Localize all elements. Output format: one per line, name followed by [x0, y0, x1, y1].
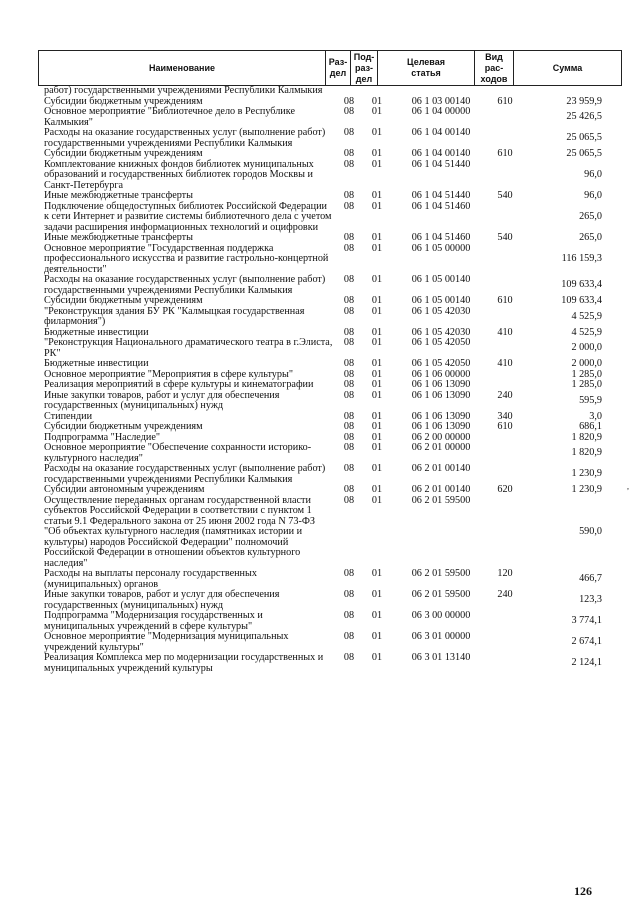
table-row: [0, 149, 640, 160]
row-sum: 4 525,9: [571, 310, 602, 322]
row-target: 06 1 04 51460: [411, 200, 471, 212]
row-podrazdel: 01: [371, 274, 383, 285]
row-razdel: 08: [343, 337, 355, 348]
row-name: Субсидии бюджетным учреждениям: [44, 95, 203, 107]
row-target: 06 1 06 13090: [411, 421, 471, 432]
row-razdel: 08: [343, 95, 355, 107]
row-name: Реализация мероприятий в сфере культуры и кинематографии: [44, 379, 314, 390]
row-podrazdel: 01: [371, 242, 383, 254]
row-sum: 25 065,5: [566, 148, 602, 159]
row-name: Иные закупки товаров, работ и услуг для обеспечения государственных (муниципальных) нужд: [44, 389, 280, 411]
row-podrazdel: 01: [371, 463, 383, 474]
row-target: 06 1 03 00140: [411, 95, 471, 107]
page-number: 126: [574, 884, 592, 898]
row-podrazdel: 01: [371, 95, 383, 107]
row-name: работ) государственными учреждениями Республики Калмыкия: [44, 85, 323, 96]
row-sum: 2 674,1: [571, 636, 602, 648]
row-razdel: 08: [343, 568, 355, 579]
row-target: 06 3 01 13140: [411, 652, 471, 663]
row-target: 06 1 04 51440: [411, 158, 471, 170]
row-razdel: 08: [343, 431, 355, 443]
row-target: 06 2 01 59500: [411, 494, 471, 506]
row-razdel: 08: [343, 389, 355, 401]
table-row: [0, 569, 640, 590]
table-row: [0, 380, 640, 391]
row-name: Подпрограмма "Наследие": [44, 431, 161, 443]
row-sum: 4 525,9: [571, 326, 602, 338]
row-name: Основное мероприятие "Модернизация муниципальных учреждений культуры": [44, 631, 289, 653]
row-razdel: 08: [343, 368, 355, 380]
table-row: [0, 128, 640, 149]
row-razdel: 08: [343, 610, 355, 621]
row-target: 06 1 04 51440: [411, 190, 471, 201]
row-name: Подключение общедоступных библиотек Российской Федерации к сети Интернет и развитие системы библиотечного дела с учетом задачи расширения информационных технологий и оцифровки: [44, 200, 332, 233]
table-row: [0, 86, 640, 97]
row-target: 06 1 04 51460: [411, 232, 471, 243]
table-row: [0, 391, 640, 412]
row-name: Субсидии автономным учреждениям: [44, 484, 205, 495]
row-podrazdel: 01: [371, 589, 383, 600]
row-name: Основное мероприятие "Мероприятия в сфере культуры": [44, 368, 293, 380]
row-target: 06 2 01 59500: [411, 589, 471, 600]
row-razdel: 08: [343, 274, 355, 285]
row-razdel: 08: [343, 652, 355, 663]
table-row: [0, 338, 640, 359]
row-name: Бюджетные инвестиции: [44, 326, 149, 338]
row-razdel: 08: [343, 158, 355, 170]
row-podrazdel: 01: [371, 326, 383, 338]
row-sum: 109 633,4: [561, 295, 602, 306]
row-name: Бюджетные инвестиции: [44, 358, 149, 369]
row-razdel: 08: [343, 242, 355, 254]
row-podrazdel: 01: [371, 389, 383, 401]
row-name: Осуществление переданных органам государственной власти субъектов Российской Федерации в соответствии с пунктом 1 статьи 9.1 Федерального закона от 25 июня 2002 года N 73-ФЗ "Об объектах культурного наследия (памятниках истории и культуры) народов Российской Федерации" полномочий Российской Федерации в отношении объектов культурного наследия": [44, 494, 315, 569]
table-row: [0, 202, 640, 234]
table-body: [0, 86, 640, 674]
row-vid: 540: [497, 232, 513, 243]
row-podrazdel: 01: [371, 190, 383, 201]
row-target: 06 3 00 00000: [411, 610, 471, 621]
row-razdel: 08: [343, 484, 355, 495]
row-sum: 2 000,0: [571, 358, 602, 369]
row-razdel: 08: [343, 410, 355, 422]
margin-mark: ,: [627, 482, 629, 491]
row-target: 06 1 05 00000: [411, 242, 471, 254]
table-row: [0, 244, 640, 276]
row-target: 06 1 04 00140: [411, 127, 471, 138]
row-target: 06 1 06 13090: [411, 379, 471, 390]
row-target: 06 1 05 42050: [411, 337, 471, 348]
row-target: 06 3 01 00000: [411, 631, 471, 642]
row-name: Субсидии бюджетным учреждениям: [44, 148, 203, 159]
row-sum: 2 124,1: [571, 657, 602, 669]
row-name: Подпрограмма "Модернизация государственных и муниципальных учреждений в сфере культуры": [44, 610, 263, 632]
row-target: 06 1 04 00140: [411, 148, 471, 159]
row-razdel: 08: [343, 232, 355, 243]
table-row: [0, 632, 640, 653]
row-podrazdel: 01: [371, 494, 383, 506]
table-row: [0, 443, 640, 464]
row-name: Основное мероприятие "Обеспечение сохранности историко-культурного наследия": [44, 442, 312, 464]
row-sum: 109 633,4: [561, 279, 602, 291]
row-target: 06 1 05 42030: [411, 305, 471, 317]
row-name: Расходы на выплаты персоналу государственных (муниципальных) органов: [44, 568, 257, 590]
row-target: 06 2 00 00000: [411, 431, 471, 443]
row-sum: 686,1: [579, 421, 602, 432]
row-target: 06 1 06 13090: [411, 410, 471, 422]
row-podrazdel: 01: [371, 305, 383, 317]
table-header: [38, 50, 622, 86]
row-name: Иные закупки товаров, работ и услуг для обеспечения государственных (муниципальных) нужд: [44, 589, 280, 611]
row-sum: 96,0: [584, 190, 602, 201]
row-podrazdel: 01: [371, 484, 383, 495]
table-row: [0, 191, 640, 202]
row-name: Основное мероприятие "Государственная поддержка профессионального искусства и развитие гастрольно-концертной деятельности": [44, 242, 329, 275]
table-row: [0, 359, 640, 370]
row-podrazdel: 01: [371, 200, 383, 212]
row-sum: 116 159,3: [561, 253, 602, 264]
row-podrazdel: 01: [371, 442, 383, 453]
row-name: Субсидии бюджетным учреждениям: [44, 295, 203, 306]
row-vid: 120: [497, 568, 513, 579]
row-target: 06 1 05 00140: [411, 274, 471, 285]
row-razdel: 08: [343, 190, 355, 201]
row-sum: 123,3: [579, 594, 602, 606]
row-sum: 3,0: [589, 410, 602, 422]
row-podrazdel: 01: [371, 652, 383, 663]
row-sum: 466,7: [579, 573, 602, 585]
row-podrazdel: 01: [371, 610, 383, 621]
row-podrazdel: 01: [371, 295, 383, 306]
row-name: Расходы на оказание государственных услуг (выполнение работ) государственными учреждениями Республики Калмыкия: [44, 274, 326, 296]
table-row: [0, 275, 640, 296]
row-name: Комплектование книжных фондов библиотек муниципальных образований и государственных библиотек городов Москвы и Санкт-Петербурга: [44, 158, 314, 191]
row-razdel: 08: [343, 358, 355, 369]
row-sum: 25 426,5: [566, 111, 602, 123]
row-sum: 590,0: [579, 526, 602, 537]
row-podrazdel: 01: [371, 106, 383, 117]
row-vid: 240: [497, 389, 513, 401]
row-sum: 1 230,9: [571, 484, 602, 495]
row-podrazdel: 01: [371, 368, 383, 380]
table-row: [0, 422, 640, 433]
row-vid: 340: [497, 410, 513, 422]
row-target: 06 1 05 42050: [411, 358, 471, 369]
row-razdel: 08: [343, 305, 355, 317]
row-sum: 2 000,0: [571, 342, 602, 354]
row-razdel: 08: [343, 494, 355, 506]
row-target: 06 1 05 00140: [411, 295, 471, 306]
row-podrazdel: 01: [371, 148, 383, 159]
row-sum: 25 065,5: [566, 132, 602, 144]
row-target: 06 2 01 59500: [411, 568, 471, 579]
table-row: [0, 590, 640, 611]
row-target: 06 1 06 00000: [411, 368, 471, 380]
row-name: Стипендии: [44, 410, 93, 422]
row-target: 06 1 04 00000: [411, 106, 471, 117]
row-vid: 540: [497, 190, 513, 201]
table-row: [0, 464, 640, 485]
row-vid: 620: [497, 484, 513, 495]
row-vid: 240: [497, 589, 513, 600]
row-razdel: 08: [343, 379, 355, 390]
row-podrazdel: 01: [371, 127, 383, 138]
table-row: [0, 496, 640, 570]
row-podrazdel: 01: [371, 232, 383, 243]
row-podrazdel: 01: [371, 158, 383, 170]
row-name: Основное мероприятие "Библиотечное дело в Республике Калмыкия": [44, 106, 295, 128]
row-podrazdel: 01: [371, 410, 383, 422]
row-razdel: 08: [343, 295, 355, 306]
table-row: [0, 233, 640, 244]
table-row: [0, 485, 640, 496]
row-vid: 610: [497, 95, 513, 107]
row-sum: 1 285,0: [571, 368, 602, 380]
row-razdel: 08: [343, 148, 355, 159]
row-target: 06 1 05 42030: [411, 326, 471, 338]
row-sum: 595,9: [579, 394, 602, 406]
row-razdel: 08: [343, 421, 355, 432]
row-razdel: 08: [343, 463, 355, 474]
row-sum: 1 820,9: [571, 431, 602, 443]
row-name: "Реконструкция Национального драматического театра в г.Элиста, РК": [44, 337, 333, 359]
row-vid: 610: [497, 421, 513, 432]
col-sum-header: Сумма: [514, 51, 622, 86]
row-razdel: 08: [343, 442, 355, 453]
row-vid: 610: [497, 148, 513, 159]
row-podrazdel: 01: [371, 431, 383, 443]
row-razdel: 08: [343, 326, 355, 338]
row-sum: 1 820,9: [571, 447, 602, 459]
row-sum: 265,0: [579, 211, 602, 222]
row-target: 06 1 06 13090: [411, 389, 471, 401]
row-sum: 3 774,1: [571, 615, 602, 627]
row-podrazdel: 01: [371, 358, 383, 369]
row-sum: 23 959,9: [566, 95, 602, 107]
row-target: 06 2 01 00000: [411, 442, 471, 453]
row-podrazdel: 01: [371, 568, 383, 579]
row-name: Реализация Комплекса мер по модернизации государственных и муниципальных учреждений культуры: [44, 652, 324, 674]
row-name: Расходы на оказание государственных услуг (выполнение работ) государственными учреждениями Республики Калмыкия: [44, 127, 326, 149]
col-podrazdel-header: Под- раз- дел: [351, 51, 378, 86]
row-razdel: 08: [343, 589, 355, 600]
col-razdel-header: Раз- дел: [326, 51, 351, 86]
row-razdel: 08: [343, 631, 355, 642]
row-sum: 265,0: [579, 232, 602, 243]
row-vid: 410: [497, 358, 513, 369]
row-podrazdel: 01: [371, 379, 383, 390]
row-podrazdel: 01: [371, 631, 383, 642]
row-razdel: 08: [343, 200, 355, 212]
row-sum: 1 285,0: [571, 379, 602, 390]
row-name: Расходы на оказание государственных услуг (выполнение работ) государственными учреждениями Республики Калмыкия: [44, 463, 326, 485]
table-row: [0, 160, 640, 192]
row-podrazdel: 01: [371, 421, 383, 432]
row-name: "Реконструкция здания БУ РК "Калмыцкая государственная филармония"): [44, 305, 305, 327]
row-target: 06 2 01 00140: [411, 484, 471, 495]
row-name: Иные межбюджетные трансферты: [44, 232, 193, 243]
table-row: [0, 296, 640, 307]
col-name-header: Наименование: [39, 51, 326, 86]
col-target-header: Целевая статья: [378, 51, 475, 86]
table-row: [0, 307, 640, 328]
row-name: Иные межбюджетные трансферты: [44, 190, 193, 201]
row-razdel: 08: [343, 127, 355, 138]
row-razdel: 08: [343, 106, 355, 117]
col-vid-header: Вид рас- ходов: [475, 51, 514, 86]
row-name: Субсидии бюджетным учреждениям: [44, 421, 203, 432]
row-podrazdel: 01: [371, 337, 383, 348]
table-row: [0, 611, 640, 632]
row-sum: 1 230,9: [571, 468, 602, 480]
row-sum: 96,0: [584, 169, 602, 180]
row-target: 06 2 01 00140: [411, 463, 471, 474]
table-row: [0, 653, 640, 674]
row-vid: 610: [497, 295, 513, 306]
table-row: [0, 107, 640, 128]
row-vid: 410: [497, 326, 513, 338]
